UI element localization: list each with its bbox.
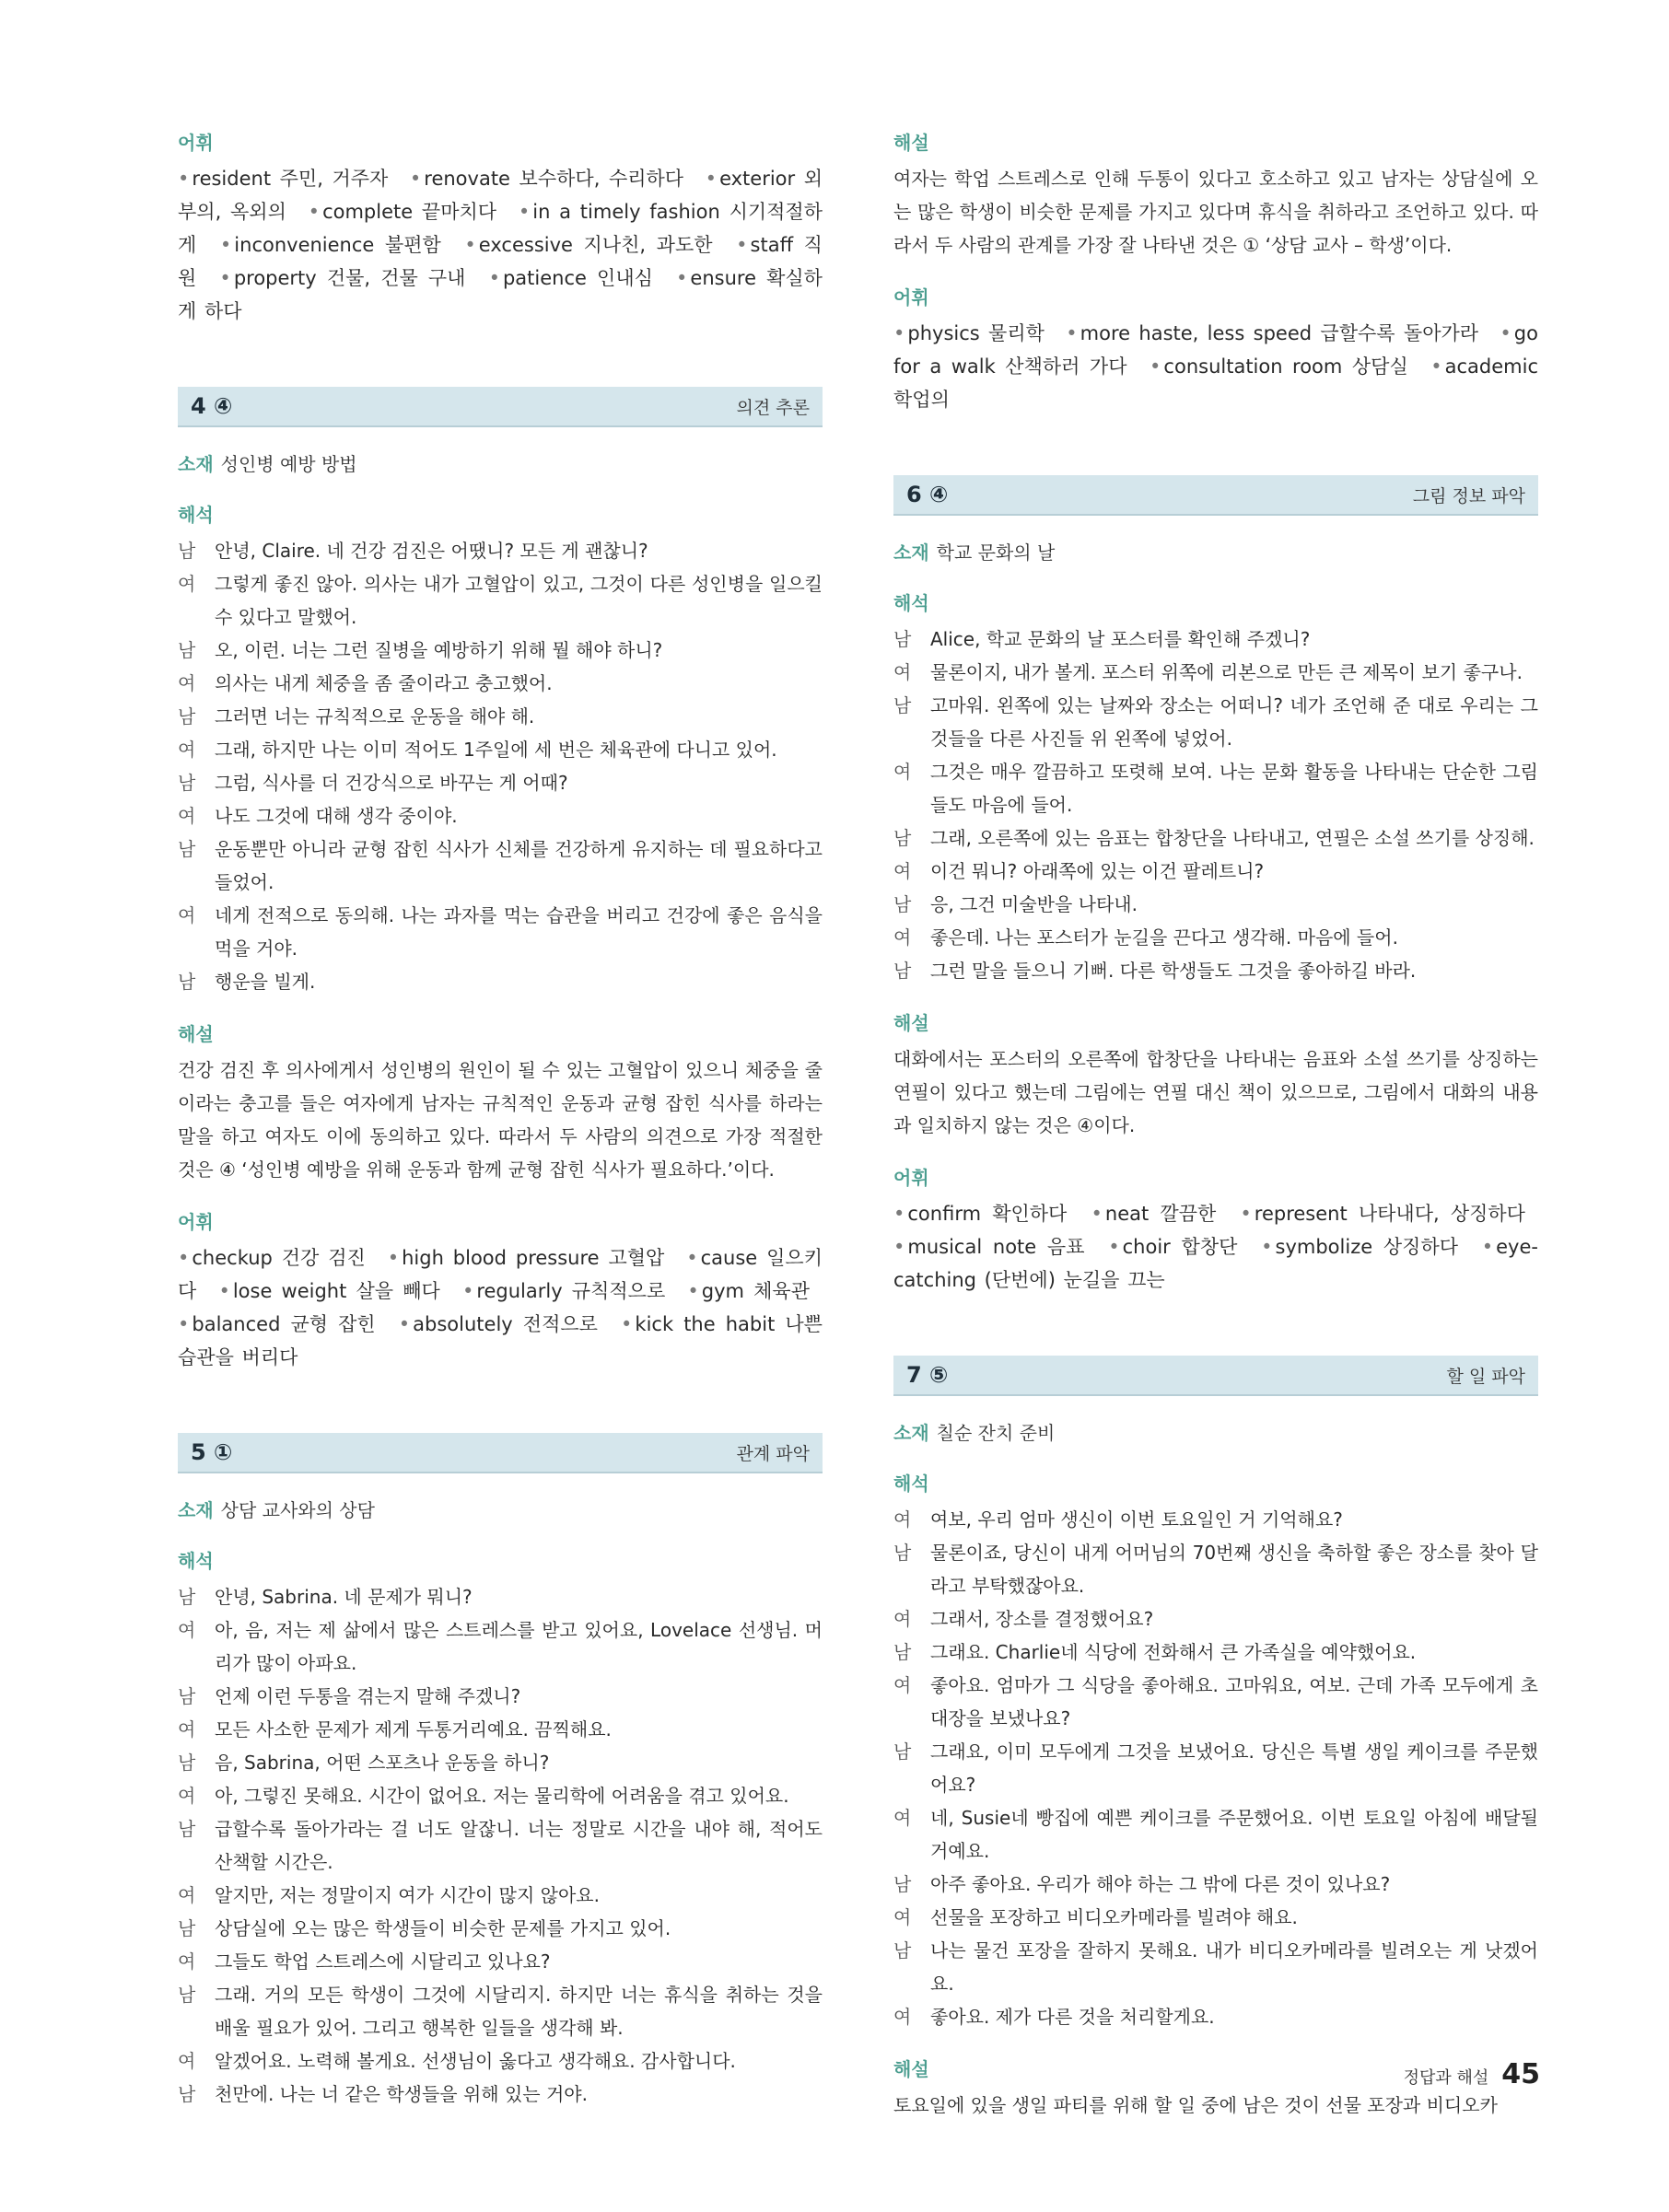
topic-label: 소재 bbox=[178, 453, 214, 475]
utterance: 그래서, 장소를 결정했어요? bbox=[930, 1608, 1154, 1630]
speaker: 여 bbox=[178, 805, 196, 827]
vocab-item: • eye-catching (단번에) 눈길을 끄는 bbox=[893, 1236, 1538, 1291]
bullet-icon: • bbox=[705, 168, 718, 190]
speaker: 남 bbox=[178, 2083, 196, 2105]
dialogue-line bbox=[178, 1879, 823, 1912]
vocab-label: 어휘 bbox=[178, 132, 214, 154]
question-header-6 bbox=[893, 475, 1538, 516]
vocab-item: • symbolize 상징하다 bbox=[1261, 1236, 1459, 1258]
utterance: 선물을 포장하고 비디오카메라를 빌려야 해요. bbox=[930, 1906, 1298, 1928]
speaker: 남 bbox=[178, 1752, 196, 1774]
speaker: 남 bbox=[893, 893, 912, 915]
speaker: 남 bbox=[178, 705, 196, 728]
dialogue-line bbox=[178, 733, 823, 766]
speaker: 여 bbox=[893, 1906, 912, 1928]
topic-text: 학교 문화의 날 bbox=[936, 541, 1056, 564]
bullet-icon: • bbox=[621, 1313, 633, 1335]
bullet-icon: • bbox=[178, 168, 190, 190]
dialogue-line bbox=[178, 766, 823, 799]
bullet-icon: • bbox=[398, 1313, 411, 1335]
question-header-5 bbox=[178, 1433, 823, 1473]
topic-line bbox=[178, 1496, 823, 1525]
dialogue bbox=[893, 1503, 1538, 2033]
vocab-item: • gym 체육관 bbox=[687, 1280, 810, 1302]
topic-text: 칠순 잔치 준비 bbox=[936, 1422, 1056, 1444]
bullet-icon: • bbox=[687, 1280, 699, 1302]
speaker: 여 bbox=[178, 2050, 196, 2072]
vocab-item: • ensure 확실하게 하다 bbox=[178, 267, 823, 322]
speaker: 여 bbox=[893, 926, 912, 949]
bullet-icon: • bbox=[686, 1247, 698, 1269]
topic-line bbox=[893, 1418, 1538, 1448]
bullet-icon: • bbox=[893, 322, 905, 344]
vocab-item: • cause 일으키다 bbox=[178, 1247, 823, 1302]
vocab-item: • academic 학업의 bbox=[893, 355, 1539, 411]
speaker: 남 bbox=[893, 1873, 912, 1895]
question-number: 7 ⑤ bbox=[906, 1362, 949, 1388]
utterance: 알겠어요. 노력해 볼게요. 선생님이 옳다고 생각해요. 감사합니다. bbox=[215, 2050, 736, 2072]
dialogue-line bbox=[178, 634, 823, 667]
explanation-label: 해설 bbox=[893, 132, 929, 154]
question-number: 5 ① bbox=[191, 1439, 233, 1465]
bullet-icon: • bbox=[1108, 1236, 1120, 1258]
bullet-icon: • bbox=[676, 267, 688, 289]
vocab-label: 어휘 bbox=[893, 1167, 929, 1189]
bullet-icon: • bbox=[893, 1203, 905, 1225]
utterance: 그들도 학업 스트레스에 시달리고 있나요? bbox=[215, 1950, 551, 1973]
page-footer bbox=[1404, 2058, 1540, 2090]
topic-label: 소재 bbox=[893, 1422, 929, 1444]
dialogue-line bbox=[178, 1680, 823, 1713]
translation-label: 해석 bbox=[178, 1550, 214, 1572]
utterance: Alice, 학교 문화의 날 포스터를 확인해 주겠니? bbox=[930, 628, 1311, 650]
explanation-text: 건강 검진 후 의사에게서 성인병의 원인이 될 수 있는 고혈압이 있으니 체중을 줄이라는 충고를 들은 여자에게 남자는 규칙적인 운동과 균형 잡힌 식사를 하라는 말을 하고 여자도 이에 동의하고 있다. 따라서 두 사람의 의견으로 가장 적절한 것은 ④ ‘성인병 예방을 위해 운동과 함께 균형 잡힌 식사가 필요하다.’이다. bbox=[178, 1059, 823, 1181]
utterance: 상담실에 오는 많은 학생들이 비슷한 문제를 가지고 있어. bbox=[215, 1917, 671, 1939]
vocab-item: • inconvenience 불편함 bbox=[219, 234, 441, 256]
dialogue-line bbox=[893, 2000, 1538, 2033]
speaker: 여 bbox=[893, 2006, 912, 2028]
utterance: 안녕, Sabrina. 네 문제가 뭐니? bbox=[215, 1586, 473, 1608]
speaker: 여 bbox=[178, 672, 196, 694]
dialogue-line bbox=[178, 1812, 823, 1879]
vocab-item: • resident 주민, 거주자 bbox=[178, 168, 389, 190]
utterance: 그렇게 좋진 않아. 의사는 내가 고혈압이 있고, 그것이 다른 성인병을 일으킬 수 있다고 말했어. bbox=[215, 573, 823, 628]
utterance: 좋아요. 엄마가 그 식당을 좋아해요. 고마워요, 여보. 근데 가족 모두에게 초대장을 보냈나요? bbox=[930, 1674, 1538, 1729]
bullet-icon: • bbox=[461, 1280, 474, 1302]
translation-label: 해석 bbox=[893, 1473, 929, 1495]
dialogue-line bbox=[893, 921, 1538, 954]
utterance: 천만에. 나는 너 같은 학생들을 위해 있는 거야. bbox=[215, 2083, 588, 2105]
bullet-icon: • bbox=[387, 1247, 400, 1269]
right-column bbox=[893, 129, 1538, 2122]
dialogue-line bbox=[893, 656, 1538, 689]
dialogue-line bbox=[893, 954, 1538, 987]
dialogue-line bbox=[893, 1636, 1538, 1669]
explanation-text: 토요일에 있을 생일 파티를 위해 할 일 중에 남은 것이 선물 포장과 비디오카 bbox=[893, 2094, 1498, 2116]
bullet-icon: • bbox=[218, 1280, 230, 1302]
speaker: 여 bbox=[178, 1785, 196, 1807]
bullet-icon: • bbox=[409, 168, 422, 190]
explanation-label: 해설 bbox=[893, 1012, 929, 1034]
speaker: 여 bbox=[893, 761, 912, 783]
utterance: 그래. 거의 모든 학생이 그것에 시달리지. 하지만 너는 휴식을 취하는 것을 배울 필요가 있어. 그리고 행복한 일들을 생각해 봐. bbox=[215, 1984, 823, 2039]
utterance: 아, 그렇진 못해요. 시간이 없어요. 저는 물리학에 어려움을 겪고 있어요. bbox=[215, 1785, 789, 1807]
utterance: 그런 말을 들으니 기뻐. 다른 학생들도 그것을 좋아하길 바라. bbox=[930, 960, 1417, 982]
translation-label: 해석 bbox=[178, 504, 214, 526]
dialogue-line bbox=[893, 689, 1538, 755]
vocab-label: 어휘 bbox=[893, 286, 929, 309]
utterance: 언제 이런 두통을 겪는지 말해 주겠니? bbox=[215, 1685, 521, 1707]
speaker: 남 bbox=[893, 628, 912, 650]
utterance: 모든 사소한 문제가 제게 두통거리예요. 끔찍해요. bbox=[215, 1718, 612, 1740]
bullet-icon: • bbox=[736, 234, 748, 256]
explanation-text: 대화에서는 포스터의 오른쪽에 합창단을 나타내는 음표와 소설 쓰기를 상징하는 연필이 있다고 했는데 그림에는 연필 대신 책이 있으므로, 그림에서 대화의 내용과 일치하지 않는 것은 ④이다. bbox=[893, 1048, 1538, 1136]
dialogue-line bbox=[178, 2044, 823, 2078]
question-header-4 bbox=[178, 387, 823, 427]
vocab-item: • renovate 보수하다, 수리하다 bbox=[409, 168, 684, 190]
utterance: 그래요, 이미 모두에게 그것을 보냈어요. 당신은 특별 생일 케이크를 주문했어요? bbox=[930, 1740, 1538, 1796]
dialogue-line bbox=[178, 1779, 823, 1812]
dialogue-line bbox=[178, 1713, 823, 1746]
vocab-item: • exterior 외부의, 옥외의 bbox=[178, 168, 823, 223]
dialogue-line bbox=[178, 1580, 823, 1613]
bullet-icon: • bbox=[464, 234, 476, 256]
vocab-item: • consultation room 상담실 bbox=[1150, 355, 1408, 378]
speaker: 여 bbox=[178, 739, 196, 761]
dialogue bbox=[178, 1580, 823, 2111]
topic-text: 성인병 예방 방법 bbox=[220, 453, 357, 475]
vocab-item: • kick the habit 나쁜 습관을 버리다 bbox=[178, 1313, 823, 1368]
question-number: 4 ④ bbox=[191, 393, 233, 419]
utterance: 이건 뭐니? 아래쪽에 있는 이건 팔레트니? bbox=[930, 860, 1265, 882]
utterance: 응, 그건 미술반을 나타내. bbox=[930, 893, 1138, 915]
utterance: 나도 그것에 대해 생각 중이야. bbox=[215, 805, 458, 827]
dialogue-line bbox=[893, 1901, 1538, 1934]
vocab-item: • physics 물리학 bbox=[893, 322, 1045, 344]
speaker: 남 bbox=[893, 1542, 912, 1564]
vocab-item: • property 건물, 건물 구내 bbox=[219, 267, 466, 289]
vocab-item: • confirm 확인하다 bbox=[893, 1203, 1068, 1225]
speaker: 남 bbox=[178, 1984, 196, 2006]
question-type: 그림 정보 파악 bbox=[1412, 485, 1525, 506]
utterance: 운동뿐만 아니라 균형 잡힌 식사가 신체를 건강하게 유지하는 데 필요하다고 들었어. bbox=[215, 838, 823, 893]
utterance: 여보, 우리 엄마 생신이 이번 토요일인 거 기억해요? bbox=[930, 1508, 1343, 1531]
explanation-text: 여자는 학업 스트레스로 인해 두통이 있다고 호소하고 있고 남자는 상담실에 오는 많은 학생이 비슷한 문제를 가지고 있다며 휴식을 취하라고 조언하고 있다. 따라서 두 사람의 관계를 가장 잘 나타낸 것은 ① ‘상담 교사 – 학생’이다. bbox=[893, 168, 1538, 256]
speaker: 남 bbox=[178, 971, 196, 993]
dialogue-line bbox=[178, 1978, 823, 2044]
vocab-item: • lose weight 살을 빼다 bbox=[218, 1280, 440, 1302]
utterance: 음, Sabrina, 어떤 스포츠나 운동을 하니? bbox=[215, 1752, 550, 1774]
utterance: 알지만, 저는 정말이지 여가 시간이 많지 않아요. bbox=[215, 1884, 600, 1906]
bullet-icon: • bbox=[518, 201, 531, 223]
utterance: 그래요. Charlie네 식당에 전화해서 큰 가족실을 예약했어요. bbox=[930, 1641, 1417, 1663]
utterance: 나는 물건 포장을 잘하지 못해요. 내가 비디오카메라를 빌려오는 게 낫겠어요. bbox=[930, 1939, 1538, 1995]
dialogue-line bbox=[893, 888, 1538, 921]
dialogue-line bbox=[893, 821, 1538, 855]
dialogue-line bbox=[178, 700, 823, 733]
bullet-icon: • bbox=[1430, 355, 1442, 378]
dialogue-line bbox=[893, 1735, 1538, 1801]
utterance: 의사는 내게 체중을 좀 줄이라고 충고했어. bbox=[215, 672, 553, 694]
speaker: 여 bbox=[893, 1807, 912, 1829]
vocab-item: • complete 끝마치다 bbox=[308, 201, 497, 223]
bullet-icon: • bbox=[1481, 1236, 1494, 1258]
vocab-item: • neat 깔끔한 bbox=[1091, 1203, 1217, 1225]
utterance: 행운을 빌게. bbox=[215, 971, 316, 993]
page-number: 45 bbox=[1501, 2058, 1540, 2090]
vocab-item: • checkup 건강 검진 bbox=[178, 1247, 366, 1269]
explanation-label: 해설 bbox=[893, 2058, 929, 2080]
dialogue-line bbox=[178, 1613, 823, 1680]
bullet-icon: • bbox=[308, 201, 321, 223]
bullet-icon: • bbox=[219, 234, 232, 256]
bullet-icon: • bbox=[488, 267, 500, 289]
vocab-item: • more haste, less speed 급할수록 돌아가라 bbox=[1066, 322, 1479, 344]
speaker: 남 bbox=[893, 1641, 912, 1663]
vocab-item: • patience 인내심 bbox=[488, 267, 653, 289]
speaker: 남 bbox=[178, 772, 196, 794]
vocab-list bbox=[178, 162, 823, 328]
utterance: 아, 음, 저는 제 삶에서 많은 스트레스를 받고 있어요, Lovelace 선생님. 머리가 많이 아파요. bbox=[215, 1619, 823, 1674]
vocab-list bbox=[893, 317, 1538, 416]
dialogue-line bbox=[893, 1536, 1538, 1602]
speaker: 남 bbox=[178, 540, 196, 562]
vocab-label: 어휘 bbox=[178, 1211, 214, 1233]
utterance: 물론이죠, 당신이 내게 어머님의 70번째 생신을 축하할 좋은 장소를 찾아 달라고 부탁했잖아요. bbox=[930, 1542, 1538, 1597]
dialogue-line bbox=[893, 1503, 1538, 1536]
vocab-item: • choir 합창단 bbox=[1108, 1236, 1238, 1258]
bullet-icon: • bbox=[1091, 1203, 1103, 1225]
utterance: 급할수록 돌아가라는 걸 너도 알잖니. 너는 정말로 시간을 내야 해, 적어도 산책할 시간은. bbox=[215, 1818, 823, 1873]
bullet-icon: • bbox=[1150, 355, 1161, 378]
dialogue-line bbox=[178, 2078, 823, 2111]
utterance: 그럼, 식사를 더 건강식으로 바꾸는 게 어때? bbox=[215, 772, 568, 794]
speaker: 여 bbox=[893, 860, 912, 882]
speaker: 남 bbox=[178, 1685, 196, 1707]
explanation-label: 해설 bbox=[178, 1023, 214, 1045]
dialogue-line bbox=[893, 1934, 1538, 2000]
dialogue-line bbox=[893, 755, 1538, 821]
bullet-icon: • bbox=[1500, 322, 1511, 344]
dialogue-line bbox=[893, 1801, 1538, 1868]
vocab-item: • staff 직원 bbox=[178, 234, 823, 289]
vocab-item: • high blood pressure 고혈압 bbox=[387, 1247, 665, 1269]
topic-line bbox=[893, 538, 1538, 567]
dialogue-line bbox=[178, 534, 823, 567]
vocab-item: • in a timely fashion 시기적절하게 bbox=[178, 201, 823, 256]
question-type: 의견 추론 bbox=[736, 397, 810, 418]
bullet-icon: • bbox=[1066, 322, 1078, 344]
utterance: 네, Susie네 빵집에 예쁜 케이크를 주문했어요. 이번 토요일 아침에 배달될 거예요. bbox=[930, 1807, 1538, 1862]
vocab-item: • excessive 지나친, 과도한 bbox=[464, 234, 713, 256]
dialogue-line bbox=[178, 667, 823, 700]
bullet-icon: • bbox=[1240, 1203, 1252, 1225]
bullet-icon: • bbox=[178, 1247, 190, 1269]
dialogue-line bbox=[178, 1746, 823, 1779]
utterance: 오, 이런. 너는 그런 질병을 예방하기 위해 뭘 해야 하니? bbox=[215, 639, 663, 661]
dialogue-line bbox=[178, 965, 823, 998]
vocab-list bbox=[178, 1241, 823, 1374]
bullet-icon: • bbox=[219, 267, 231, 289]
topic-line bbox=[178, 449, 823, 479]
vocab-item: • regularly 규칙적으로 bbox=[461, 1280, 666, 1302]
utterance: 좋아요. 제가 다른 것을 처리할게요. bbox=[930, 2006, 1215, 2028]
utterance: 고마워. 왼쪽에 있는 날짜와 장소는 어떠니? 네가 조언해 준 대로 우리는 그것들을 다른 사진들 위 왼쪽에 넣었어. bbox=[930, 694, 1538, 750]
vocab-item: • balanced 균형 잡힌 bbox=[178, 1313, 376, 1335]
speaker: 여 bbox=[893, 1674, 912, 1696]
dialogue-line bbox=[178, 1912, 823, 1945]
speaker: 여 bbox=[178, 1619, 196, 1641]
section-title: 정답과 해설 bbox=[1403, 2068, 1489, 2088]
speaker: 남 bbox=[893, 1740, 912, 1763]
speaker: 남 bbox=[178, 639, 196, 661]
utterance: 안녕, Claire. 네 건강 검진은 어땠니? 모든 게 괜찮니? bbox=[215, 540, 648, 562]
speaker: 여 bbox=[178, 573, 196, 595]
dialogue-line bbox=[893, 623, 1538, 656]
vocab-list bbox=[893, 1197, 1538, 1297]
dialogue-line bbox=[178, 799, 823, 832]
dialogue bbox=[178, 534, 823, 998]
question-header-7 bbox=[893, 1356, 1538, 1396]
bullet-icon: • bbox=[1261, 1236, 1273, 1258]
speaker: 여 bbox=[178, 1718, 196, 1740]
bullet-icon: • bbox=[178, 1313, 190, 1335]
speaker: 남 bbox=[893, 827, 912, 849]
translation-label: 해석 bbox=[893, 592, 929, 614]
vocab-item: • musical note 음표 bbox=[893, 1236, 1085, 1258]
vocab-item: • go for a walk 산책하러 가다 bbox=[893, 322, 1538, 378]
speaker: 여 bbox=[893, 1608, 912, 1630]
vocab-item: • absolutely 전적으로 bbox=[398, 1313, 598, 1335]
speaker: 남 bbox=[893, 1939, 912, 1962]
topic-label: 소재 bbox=[178, 1499, 214, 1521]
question-type: 할 일 파악 bbox=[1446, 1366, 1525, 1387]
dialogue-line bbox=[893, 1602, 1538, 1636]
question-number: 6 ④ bbox=[906, 482, 949, 507]
utterance: 좋은데. 나는 포스터가 눈길을 끈다고 생각해. 마음에 들어. bbox=[930, 926, 1398, 949]
question-type: 관계 파악 bbox=[736, 1443, 810, 1464]
speaker: 여 bbox=[178, 904, 196, 926]
utterance: 그래, 하지만 나는 이미 적어도 1주일에 세 번은 체육관에 다니고 있어. bbox=[215, 739, 777, 761]
speaker: 남 bbox=[893, 694, 912, 716]
speaker: 남 bbox=[893, 960, 912, 982]
topic-label: 소재 bbox=[893, 541, 929, 564]
utterance: 그래, 오른쪽에 있는 음표는 합창단을 나타내고, 연필은 소설 쓰기를 상징해. bbox=[930, 827, 1535, 849]
dialogue-line bbox=[893, 1669, 1538, 1735]
speaker: 여 bbox=[178, 1884, 196, 1906]
dialogue-line bbox=[893, 1868, 1538, 1901]
speaker: 남 bbox=[178, 1586, 196, 1608]
speaker: 여 bbox=[178, 1950, 196, 1973]
bullet-icon: • bbox=[893, 1236, 905, 1258]
left-column bbox=[178, 129, 823, 2111]
dialogue-line bbox=[893, 855, 1538, 888]
speaker: 남 bbox=[178, 838, 196, 860]
utterance: 그것은 매우 깔끔하고 또렷해 보여. 나는 문화 활동을 나타내는 단순한 그림들도 마음에 들어. bbox=[930, 761, 1538, 816]
speaker: 남 bbox=[178, 1917, 196, 1939]
vocab-item: • represent 나타내다, 상징하다 bbox=[1240, 1203, 1525, 1225]
dialogue-line bbox=[178, 832, 823, 899]
dialogue bbox=[893, 623, 1538, 987]
topic-text: 상담 교사와의 상담 bbox=[220, 1499, 375, 1521]
utterance: 그러면 너는 규칙적으로 운동을 해야 해. bbox=[215, 705, 535, 728]
speaker: 남 bbox=[178, 1818, 196, 1840]
dialogue-line bbox=[178, 1945, 823, 1978]
dialogue-line bbox=[178, 899, 823, 965]
speaker: 여 bbox=[893, 661, 912, 683]
dialogue-line bbox=[178, 567, 823, 634]
utterance: 물론이지, 내가 볼게. 포스터 위쪽에 리본으로 만든 큰 제목이 보기 좋구나. bbox=[930, 661, 1523, 683]
utterance: 네게 전적으로 동의해. 나는 과자를 먹는 습관을 버리고 건강에 좋은 음식을 먹을 거야. bbox=[215, 904, 823, 960]
speaker: 여 bbox=[893, 1508, 912, 1531]
utterance: 아주 좋아요. 우리가 해야 하는 그 밖에 다른 것이 있나요? bbox=[930, 1873, 1391, 1895]
